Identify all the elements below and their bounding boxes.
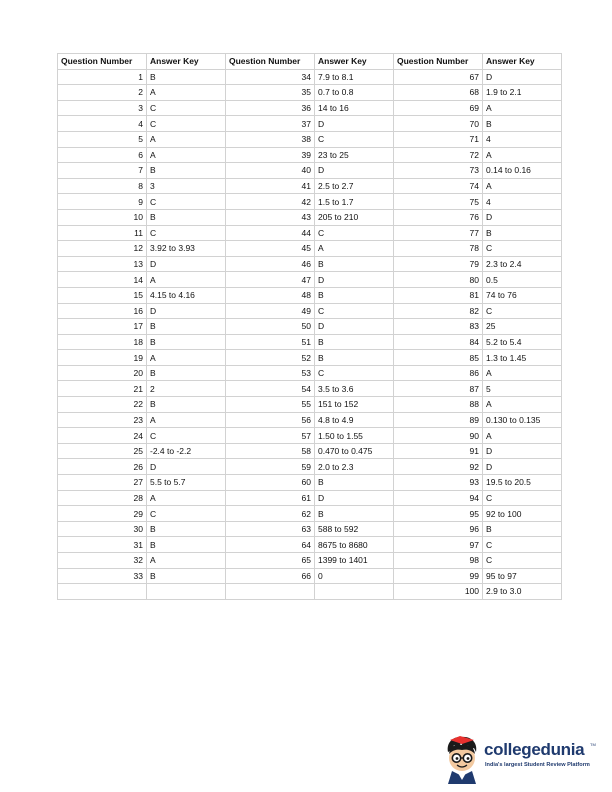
table-row [58,319,562,335]
answer-key-cell: D [147,256,226,272]
answer-key-cell: 3 [147,178,226,194]
question-number-cell: 86 [394,365,483,381]
question-number-cell: 75 [394,194,483,210]
question-number-cell: 99 [394,568,483,584]
answer-key-cell: C [483,553,562,569]
answer-key-cell: D [315,116,394,132]
answer-key-cell: 1.5 to 1.7 [315,194,394,210]
answer-key-cell: B [147,521,226,537]
table-header-row [58,54,562,70]
question-number-cell: 33 [58,568,147,584]
answer-key-cell: D [147,303,226,319]
answer-key-cell: 3.92 to 3.93 [147,241,226,257]
question-number-cell: 76 [394,209,483,225]
question-number-header: Question Number [58,54,147,70]
question-number-cell: 40 [226,163,315,179]
question-number-cell: 21 [58,381,147,397]
answer-key-cell: 0.14 to 0.16 [483,163,562,179]
answer-key-cell: A [483,397,562,413]
answer-key-cell: B [147,163,226,179]
answer-key-cell: B [315,475,394,491]
answer-key-cell: B [315,256,394,272]
question-number-cell: 7 [58,163,147,179]
question-number-cell: 37 [226,116,315,132]
question-number-cell: 94 [394,490,483,506]
answer-key-cell: A [147,490,226,506]
question-number-cell: 47 [226,272,315,288]
answer-key-cell: A [147,147,226,163]
answer-key-cell: B [147,319,226,335]
question-number-cell: 24 [58,428,147,444]
question-number-cell: 88 [394,397,483,413]
question-number-cell: 4 [58,116,147,132]
answer-key-cell: C [147,100,226,116]
question-number-cell: 36 [226,100,315,116]
question-number-cell: 46 [226,256,315,272]
answer-key-cell: A [147,553,226,569]
question-number-cell: 44 [226,225,315,241]
question-number-cell: 81 [394,287,483,303]
question-number-cell: 6 [58,147,147,163]
answer-key-cell [147,584,226,600]
question-number-cell: 100 [394,584,483,600]
table-row [58,490,562,506]
answer-key-cell: A [147,350,226,366]
question-number-cell: 26 [58,459,147,475]
answer-key-cell: C [315,225,394,241]
table-row [58,116,562,132]
answer-key-cell: B [315,287,394,303]
table-row [58,85,562,101]
question-number-cell: 45 [226,241,315,257]
question-number-cell [58,584,147,600]
answer-key-cell: 95 to 97 [483,568,562,584]
question-number-cell: 71 [394,131,483,147]
question-number-cell: 78 [394,241,483,257]
question-number-cell: 19 [58,350,147,366]
question-number-cell: 98 [394,553,483,569]
question-number-cell: 27 [58,475,147,491]
question-number-cell: 92 [394,459,483,475]
answer-key-cell: D [315,163,394,179]
brand-name: collegedunia [484,740,585,759]
answer-key-cell: 8675 to 8680 [315,537,394,553]
answer-key-cell: C [483,537,562,553]
table-row [58,131,562,147]
question-number-cell: 52 [226,350,315,366]
answer-key-cell: A [147,131,226,147]
answer-key-cell: 2.9 to 3.0 [483,584,562,600]
question-number-cell: 8 [58,178,147,194]
question-number-cell: 50 [226,319,315,335]
answer-key-cell: 19.5 to 20.5 [483,475,562,491]
answer-key-cell: A [483,178,562,194]
table-row [58,163,562,179]
answer-key-cell: B [147,537,226,553]
answer-key-cell: 5.5 to 5.7 [147,475,226,491]
answer-key-cell: 5.2 to 5.4 [483,334,562,350]
answer-key-cell: B [147,397,226,413]
answer-key-cell: 92 to 100 [483,506,562,522]
question-number-cell: 68 [394,85,483,101]
answer-key-cell: 4 [483,131,562,147]
table-row [58,147,562,163]
question-number-cell: 62 [226,506,315,522]
question-number-cell: 11 [58,225,147,241]
question-number-cell: 12 [58,241,147,257]
table-row [58,350,562,366]
question-number-cell: 67 [394,69,483,85]
table-row [58,303,562,319]
question-number-header: Question Number [226,54,315,70]
answer-key-cell: C [147,116,226,132]
question-number-cell: 10 [58,209,147,225]
answer-key-cell: 2.5 to 2.7 [315,178,394,194]
table-row [58,69,562,85]
answer-key-cell: D [315,272,394,288]
question-number-cell: 23 [58,412,147,428]
question-number-cell: 93 [394,475,483,491]
question-number-cell: 60 [226,475,315,491]
answer-key-header: Answer Key [315,54,394,70]
answer-key-cell: B [483,225,562,241]
question-number-cell: 97 [394,537,483,553]
question-number-cell: 29 [58,506,147,522]
answer-key-cell: A [147,412,226,428]
question-number-cell: 56 [226,412,315,428]
question-number-cell: 39 [226,147,315,163]
answer-key-cell: C [483,303,562,319]
question-number-cell: 22 [58,397,147,413]
table-row [58,475,562,491]
table-row [58,428,562,444]
question-number-cell: 49 [226,303,315,319]
question-number-cell: 96 [394,521,483,537]
question-number-cell: 55 [226,397,315,413]
answer-key-cell: C [147,506,226,522]
answer-key-cell: 2.3 to 2.4 [483,256,562,272]
question-number-cell [226,584,315,600]
table-row [58,365,562,381]
question-number-header: Question Number [394,54,483,70]
question-number-cell: 14 [58,272,147,288]
table-row [58,334,562,350]
question-number-cell: 80 [394,272,483,288]
question-number-cell: 13 [58,256,147,272]
question-number-cell: 66 [226,568,315,584]
question-number-cell: 17 [58,319,147,335]
answer-key-cell: 3.5 to 3.6 [315,381,394,397]
answer-key-cell: D [483,69,562,85]
answer-key-cell: A [483,100,562,116]
table-row [58,178,562,194]
answer-key-cell: D [147,459,226,475]
student-mascot-icon [440,734,484,784]
question-number-cell: 85 [394,350,483,366]
question-number-cell: 5 [58,131,147,147]
question-number-cell: 1 [58,69,147,85]
answer-key-cell: D [483,459,562,475]
answer-key-cell: C [483,490,562,506]
table-row [58,272,562,288]
question-number-cell: 25 [58,443,147,459]
question-number-cell: 70 [394,116,483,132]
answer-key-cell: 5 [483,381,562,397]
answer-key-cell: C [483,241,562,257]
question-number-cell: 51 [226,334,315,350]
answer-key-cell: B [147,334,226,350]
question-number-cell: 48 [226,287,315,303]
collegedunia-logo [440,734,600,784]
question-number-cell: 20 [58,365,147,381]
answer-key-cell: A [483,147,562,163]
question-number-cell: 64 [226,537,315,553]
answer-key-header: Answer Key [147,54,226,70]
answer-key-cell: 14 to 16 [315,100,394,116]
answer-key-cell: A [483,428,562,444]
answer-key-cell: 4 [483,194,562,210]
answer-key-cell: 0.7 to 0.8 [315,85,394,101]
answer-key-cell: B [315,350,394,366]
answer-key-cell: C [147,428,226,444]
answer-key-cell: A [147,272,226,288]
table-row [58,241,562,257]
question-number-cell: 16 [58,303,147,319]
question-number-cell: 90 [394,428,483,444]
answer-key-cell: A [315,241,394,257]
answer-key-cell: B [483,116,562,132]
answer-key-cell: B [147,365,226,381]
answer-key-cell: B [315,334,394,350]
answer-key-header: Answer Key [483,54,562,70]
question-number-cell: 82 [394,303,483,319]
question-number-cell: 43 [226,209,315,225]
answer-key-cell: 25 [483,319,562,335]
answer-key-cell: D [315,319,394,335]
table-row [58,287,562,303]
question-number-cell: 30 [58,521,147,537]
question-number-cell: 95 [394,506,483,522]
answer-key-cell: C [315,131,394,147]
question-number-cell: 54 [226,381,315,397]
question-number-cell: 2 [58,85,147,101]
question-number-cell: 72 [394,147,483,163]
answer-key-cell: 588 to 592 [315,521,394,537]
answer-key-cell: 1.3 to 1.45 [483,350,562,366]
answer-key-cell: C [147,194,226,210]
table-row [58,397,562,413]
table-row [58,584,562,600]
question-number-cell: 58 [226,443,315,459]
answer-key-cell: 0.130 to 0.135 [483,412,562,428]
answer-key-table [57,53,562,600]
question-number-cell: 73 [394,163,483,179]
answer-key-cell: B [147,209,226,225]
answer-key-cell: D [483,209,562,225]
answer-key-cell: B [483,521,562,537]
question-number-cell: 35 [226,85,315,101]
answer-key-cell: 0 [315,568,394,584]
answer-key-cell: C [315,365,394,381]
question-number-cell: 87 [394,381,483,397]
answer-key-cell: -2.4 to -2.2 [147,443,226,459]
question-number-cell: 63 [226,521,315,537]
answer-key-cell: A [483,365,562,381]
question-number-cell: 77 [394,225,483,241]
answer-key-cell: 1399 to 1401 [315,553,394,569]
question-number-cell: 65 [226,553,315,569]
table-row [58,443,562,459]
trademark-mark: TM [590,742,596,747]
answer-key-cell: C [315,303,394,319]
table-row [58,568,562,584]
answer-key-cell: 4.15 to 4.16 [147,287,226,303]
answer-key-cell: B [315,506,394,522]
answer-key-cell: 74 to 76 [483,287,562,303]
question-number-cell: 91 [394,443,483,459]
question-number-cell: 84 [394,334,483,350]
question-number-cell: 34 [226,69,315,85]
question-number-cell: 32 [58,553,147,569]
question-number-cell: 3 [58,100,147,116]
answer-key-cell: 23 to 25 [315,147,394,163]
table-row [58,194,562,210]
question-number-cell: 15 [58,287,147,303]
table-row [58,100,562,116]
answer-key-cell: 151 to 152 [315,397,394,413]
answer-key-cell: 7.9 to 8.1 [315,69,394,85]
question-number-cell: 83 [394,319,483,335]
table-row [58,459,562,475]
question-number-cell: 41 [226,178,315,194]
question-number-cell: 53 [226,365,315,381]
question-number-cell: 79 [394,256,483,272]
answer-key-cell: 205 to 210 [315,209,394,225]
table-row [58,381,562,397]
answer-key-cell: 4.8 to 4.9 [315,412,394,428]
brand-tagline: India's largest Student Review Platform [485,762,590,768]
answer-key-cell: 1.9 to 2.1 [483,85,562,101]
answer-key-cell: A [147,85,226,101]
answer-key-cell: 0.5 [483,272,562,288]
question-number-cell: 31 [58,537,147,553]
question-number-cell: 69 [394,100,483,116]
question-number-cell: 18 [58,334,147,350]
answer-key-cell: D [483,443,562,459]
table-row [58,225,562,241]
table-row [58,256,562,272]
answer-key-cell: C [147,225,226,241]
answer-key-cell: 0.470 to 0.475 [315,443,394,459]
answer-key-cell: B [147,69,226,85]
question-number-cell: 9 [58,194,147,210]
question-number-cell: 28 [58,490,147,506]
table-row [58,537,562,553]
answer-key-cell [315,584,394,600]
table-row [58,553,562,569]
answer-key-cell: 2 [147,381,226,397]
table-row [58,506,562,522]
table-row [58,209,562,225]
question-number-cell: 57 [226,428,315,444]
question-number-cell: 74 [394,178,483,194]
table-row [58,521,562,537]
question-number-cell: 89 [394,412,483,428]
answer-key-cell: 2.0 to 2.3 [315,459,394,475]
table-row [58,412,562,428]
answer-key-cell: B [147,568,226,584]
question-number-cell: 42 [226,194,315,210]
answer-key-cell: 1.50 to 1.55 [315,428,394,444]
answer-key-cell: D [315,490,394,506]
question-number-cell: 38 [226,131,315,147]
question-number-cell: 59 [226,459,315,475]
question-number-cell: 61 [226,490,315,506]
